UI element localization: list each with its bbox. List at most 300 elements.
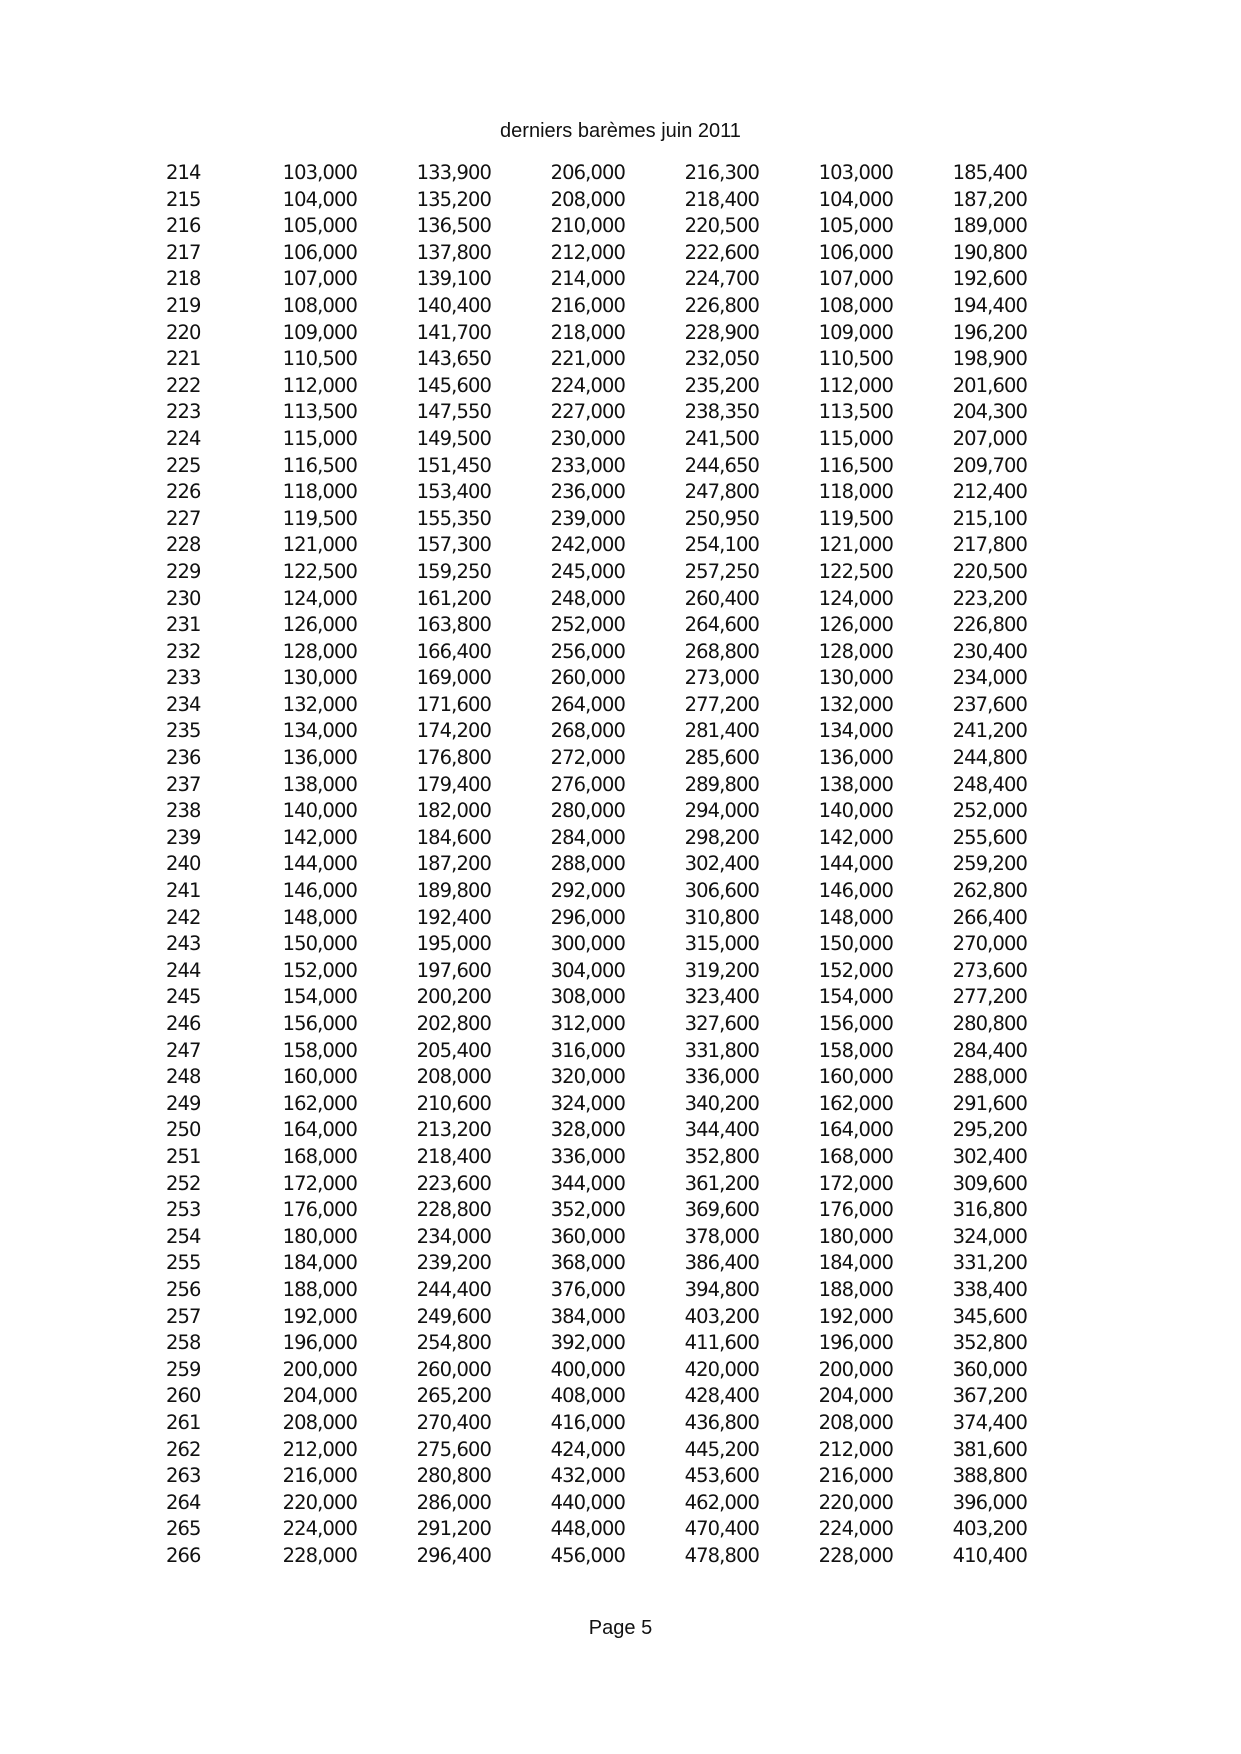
table-row (166, 346, 1027, 373)
table-row (166, 639, 1027, 666)
cell-col-5: 121,000 (818, 533, 893, 557)
table-row (166, 1250, 1027, 1277)
cell-col-5: 138,000 (818, 772, 893, 796)
cell-col-3: 400,000 (550, 1357, 625, 1381)
cell-col-2: 143,650 (416, 347, 491, 371)
cell-col-6: 255,600 (952, 825, 1027, 849)
table-row (166, 718, 1027, 745)
cell-col-6: 262,800 (952, 879, 1027, 903)
cell-col-4: 315,000 (684, 932, 759, 956)
table-row (166, 293, 1027, 320)
table-row (166, 426, 1027, 453)
cell-col-4: 277,200 (684, 692, 759, 716)
cell-col-5: 168,000 (818, 1144, 893, 1168)
cell-col-6: 215,100 (952, 506, 1027, 530)
cell-col-5: 128,000 (818, 639, 893, 663)
cell-col-2: 184,600 (416, 825, 491, 849)
cell-col-6: 234,000 (952, 666, 1027, 690)
cell-col-2: 145,600 (416, 373, 491, 397)
cell-col-1: 196,000 (282, 1331, 357, 1355)
cell-col-5: 126,000 (818, 613, 893, 637)
cell-col-1: 112,000 (282, 373, 357, 397)
table-row (166, 1038, 1027, 1065)
table-row (166, 320, 1027, 347)
cell-col-5: 116,500 (818, 453, 893, 477)
cell-col-3: 245,000 (550, 559, 625, 583)
table-row (166, 213, 1027, 240)
cell-col-2: 208,000 (416, 1065, 491, 1089)
cell-col-2: 275,600 (416, 1437, 491, 1461)
cell-col-6: 217,800 (952, 533, 1027, 557)
cell-col-2: 213,200 (416, 1118, 491, 1142)
cell-col-3: 384,000 (550, 1304, 625, 1328)
table-row (166, 1197, 1027, 1224)
cell-col-4: 361,200 (684, 1171, 759, 1195)
cell-col-5: 172,000 (818, 1171, 893, 1195)
cell-col-1: 192,000 (282, 1304, 357, 1328)
cell-col-2: 249,600 (416, 1304, 491, 1328)
cell-col-6: 259,200 (952, 852, 1027, 876)
cell-col-4: 241,500 (684, 426, 759, 450)
cell-col-3: 352,000 (550, 1198, 625, 1222)
cell-col-3: 248,000 (550, 586, 625, 610)
cell-col-2: 136,500 (416, 214, 491, 238)
cell-col-1: 168,000 (282, 1144, 357, 1168)
cell-col-3: 316,000 (550, 1038, 625, 1062)
cell-col-2: 197,600 (416, 958, 491, 982)
cell-col-2: 239,200 (416, 1251, 491, 1275)
cell-col-1: 109,000 (282, 320, 357, 344)
table-row (166, 160, 1027, 187)
cell-col-1: 140,000 (282, 799, 357, 823)
cell-code: 254 (166, 1224, 201, 1248)
cell-code: 215 (166, 187, 201, 211)
cell-col-5: 106,000 (818, 240, 893, 264)
cell-col-4: 323,400 (684, 985, 759, 1009)
cell-col-3: 221,000 (550, 347, 625, 371)
cell-col-6: 309,600 (952, 1171, 1027, 1195)
cell-col-6: 252,000 (952, 799, 1027, 823)
cell-col-3: 218,000 (550, 320, 625, 344)
cell-col-1: 136,000 (282, 746, 357, 770)
table-row (166, 1437, 1027, 1464)
table-row (166, 187, 1027, 214)
cell-col-6: 185,400 (952, 161, 1027, 184)
cell-col-4: 273,000 (684, 666, 759, 690)
cell-col-3: 320,000 (550, 1065, 625, 1089)
cell-col-1: 208,000 (282, 1410, 357, 1434)
cell-code: 244 (166, 958, 201, 982)
cell-col-6: 241,200 (952, 719, 1027, 743)
cell-col-4: 436,800 (684, 1410, 759, 1434)
table-row (166, 905, 1027, 932)
cell-col-4: 310,800 (684, 905, 759, 929)
cell-col-4: 289,800 (684, 772, 759, 796)
cell-col-5: 188,000 (818, 1277, 893, 1301)
cell-col-1: 119,500 (282, 506, 357, 530)
cell-col-4: 228,900 (684, 320, 759, 344)
cell-col-3: 292,000 (550, 879, 625, 903)
cell-col-5: 109,000 (818, 320, 893, 344)
cell-col-3: 260,000 (550, 666, 625, 690)
table-row (166, 851, 1027, 878)
cell-col-1: 228,000 (282, 1543, 357, 1567)
cell-col-5: 192,000 (818, 1304, 893, 1328)
cell-col-2: 155,350 (416, 506, 491, 530)
table-row (166, 453, 1027, 480)
cell-col-1: 103,000 (282, 161, 357, 184)
cell-code: 250 (166, 1118, 201, 1142)
cell-col-3: 440,000 (550, 1490, 625, 1514)
cell-col-1: 216,000 (282, 1464, 357, 1488)
cell-col-3: 210,000 (550, 214, 625, 238)
cell-col-1: 138,000 (282, 772, 357, 796)
cell-col-2: 174,200 (416, 719, 491, 743)
table-row (166, 1224, 1027, 1251)
cell-col-6: 187,200 (952, 187, 1027, 211)
cell-col-4: 331,800 (684, 1038, 759, 1062)
cell-col-2: 171,600 (416, 692, 491, 716)
cell-col-5: 103,000 (818, 161, 893, 184)
page-number: Page 5 (588, 1617, 653, 1639)
cell-col-6: 204,300 (952, 400, 1027, 424)
cell-col-2: 159,250 (416, 559, 491, 583)
cell-col-4: 226,800 (684, 293, 759, 317)
cell-col-5: 112,000 (818, 373, 893, 397)
cell-col-5: 162,000 (818, 1091, 893, 1115)
cell-col-4: 244,650 (684, 453, 759, 477)
cell-col-2: 163,800 (416, 613, 491, 637)
cell-col-1: 142,000 (282, 825, 357, 849)
cell-col-3: 284,000 (550, 825, 625, 849)
cell-col-5: 146,000 (818, 879, 893, 903)
cell-code: 236 (166, 746, 201, 770)
cell-col-3: 344,000 (550, 1171, 625, 1195)
cell-col-5: 160,000 (818, 1065, 893, 1089)
cell-code: 224 (166, 426, 201, 450)
cell-col-2: 139,100 (416, 267, 491, 291)
cell-col-6: 345,600 (952, 1304, 1027, 1328)
table-row (166, 931, 1027, 958)
table-row (166, 1171, 1027, 1198)
table-row (166, 373, 1027, 400)
cell-col-4: 369,600 (684, 1198, 759, 1222)
cell-col-2: 202,800 (416, 1012, 491, 1035)
cell-col-3: 276,000 (550, 772, 625, 796)
table-row (166, 1543, 1027, 1570)
cell-col-2: 157,300 (416, 533, 491, 557)
cell-col-4: 445,200 (684, 1437, 759, 1461)
cell-col-6: 367,200 (952, 1384, 1027, 1408)
cell-col-5: 140,000 (818, 799, 893, 823)
cell-code: 217 (166, 240, 201, 264)
cell-col-4: 403,200 (684, 1304, 759, 1328)
cell-code: 214 (166, 161, 201, 184)
cell-col-4: 285,600 (684, 746, 759, 770)
cell-col-3: 432,000 (550, 1464, 625, 1488)
cell-col-2: 296,400 (416, 1543, 491, 1567)
cell-col-4: 470,400 (684, 1517, 759, 1541)
cell-col-2: 200,200 (416, 985, 491, 1009)
cell-col-2: 265,200 (416, 1384, 491, 1408)
cell-col-1: 154,000 (282, 985, 357, 1009)
cell-col-6: 374,400 (952, 1410, 1027, 1434)
cell-col-4: 336,000 (684, 1065, 759, 1089)
cell-col-3: 268,000 (550, 719, 625, 743)
cell-col-6: 190,800 (952, 240, 1027, 264)
cell-col-1: 144,000 (282, 852, 357, 876)
cell-col-3: 304,000 (550, 958, 625, 982)
cell-col-3: 456,000 (550, 1543, 625, 1567)
cell-code: 233 (166, 666, 201, 690)
cell-col-4: 478,800 (684, 1543, 759, 1567)
cell-col-5: 152,000 (818, 958, 893, 982)
cell-col-3: 280,000 (550, 799, 625, 823)
cell-col-2: 141,700 (416, 320, 491, 344)
cell-col-5: 122,500 (818, 559, 893, 583)
table-row (166, 1357, 1027, 1384)
cell-col-5: 142,000 (818, 825, 893, 849)
cell-col-3: 312,000 (550, 1012, 625, 1035)
cell-code: 240 (166, 852, 201, 876)
cell-col-3: 300,000 (550, 932, 625, 956)
table-row (166, 984, 1027, 1011)
cell-col-2: 286,000 (416, 1490, 491, 1514)
cell-col-2: 234,000 (416, 1224, 491, 1248)
cell-col-6: 381,600 (952, 1437, 1027, 1461)
cell-col-4: 224,700 (684, 267, 759, 291)
cell-col-5: 180,000 (818, 1224, 893, 1248)
cell-col-5: 196,000 (818, 1331, 893, 1355)
cell-code: 242 (166, 905, 201, 929)
table-row (166, 1277, 1027, 1304)
cell-col-5: 110,500 (818, 347, 893, 371)
cell-col-5: 150,000 (818, 932, 893, 956)
cell-code: 241 (166, 879, 201, 903)
cell-col-1: 105,000 (282, 214, 357, 238)
cell-col-3: 392,000 (550, 1331, 625, 1355)
cell-code: 246 (166, 1012, 201, 1035)
cell-col-3: 324,000 (550, 1091, 625, 1115)
cell-code: 225 (166, 453, 201, 477)
cell-col-6: 270,000 (952, 932, 1027, 956)
cell-col-5: 148,000 (818, 905, 893, 929)
cell-col-6: 207,000 (952, 426, 1027, 450)
cell-col-3: 214,000 (550, 267, 625, 291)
cell-code: 219 (166, 293, 201, 317)
cell-col-1: 108,000 (282, 293, 357, 317)
cell-col-3: 448,000 (550, 1517, 625, 1541)
cell-col-1: 146,000 (282, 879, 357, 903)
cell-code: 249 (166, 1091, 201, 1115)
cell-code: 258 (166, 1331, 201, 1355)
cell-code: 252 (166, 1171, 201, 1195)
table-row (166, 1490, 1027, 1517)
cell-col-2: 149,500 (416, 426, 491, 450)
cell-col-1: 188,000 (282, 1277, 357, 1301)
table-row (166, 665, 1027, 692)
table-row (166, 825, 1027, 852)
cell-col-6: 331,200 (952, 1251, 1027, 1275)
cell-col-1: 172,000 (282, 1171, 357, 1195)
cell-col-6: 226,800 (952, 613, 1027, 637)
cell-col-5: 130,000 (818, 666, 893, 690)
cell-col-4: 344,400 (684, 1118, 759, 1142)
cell-col-4: 340,200 (684, 1091, 759, 1115)
table-row (166, 1064, 1027, 1091)
cell-col-2: 195,000 (416, 932, 491, 956)
cell-col-4: 232,050 (684, 347, 759, 371)
cell-col-6: 277,200 (952, 985, 1027, 1009)
cell-col-6: 220,500 (952, 559, 1027, 583)
cell-col-1: 124,000 (282, 586, 357, 610)
cell-col-5: 212,000 (818, 1437, 893, 1461)
table-row (166, 612, 1027, 639)
cell-col-1: 116,500 (282, 453, 357, 477)
cell-col-2: 166,400 (416, 639, 491, 663)
cell-code: 243 (166, 932, 201, 956)
cell-col-3: 227,000 (550, 400, 625, 424)
cell-col-4: 268,800 (684, 639, 759, 663)
cell-col-6: 403,200 (952, 1517, 1027, 1541)
cell-col-1: 106,000 (282, 240, 357, 264)
cell-code: 220 (166, 320, 201, 344)
cell-col-6: 316,800 (952, 1198, 1027, 1222)
cell-col-1: 220,000 (282, 1490, 357, 1514)
cell-col-2: 228,800 (416, 1198, 491, 1222)
cell-code: 226 (166, 480, 201, 504)
cell-code: 255 (166, 1251, 201, 1275)
cell-col-3: 233,000 (550, 453, 625, 477)
cell-col-2: 161,200 (416, 586, 491, 610)
cell-col-4: 453,600 (684, 1464, 759, 1488)
cell-col-5: 200,000 (818, 1357, 893, 1381)
cell-col-5: 134,000 (818, 719, 893, 743)
cell-col-5: 156,000 (818, 1012, 893, 1035)
cell-col-3: 212,000 (550, 240, 625, 264)
cell-code: 222 (166, 373, 201, 397)
cell-col-1: 200,000 (282, 1357, 357, 1381)
cell-col-2: 140,400 (416, 293, 491, 317)
cell-col-2: 151,450 (416, 453, 491, 477)
cell-col-1: 160,000 (282, 1065, 357, 1089)
cell-col-1: 162,000 (282, 1091, 357, 1115)
cell-col-1: 148,000 (282, 905, 357, 929)
cell-col-5: 115,000 (818, 426, 893, 450)
cell-code: 257 (166, 1304, 201, 1328)
cell-col-5: 124,000 (818, 586, 893, 610)
cell-code: 253 (166, 1198, 201, 1222)
cell-col-3: 376,000 (550, 1277, 625, 1301)
cell-col-4: 302,400 (684, 852, 759, 876)
cell-col-3: 252,000 (550, 613, 625, 637)
cell-col-3: 328,000 (550, 1118, 625, 1142)
table-row (166, 266, 1027, 293)
cell-col-2: 223,600 (416, 1171, 491, 1195)
cell-col-3: 424,000 (550, 1437, 625, 1461)
cell-col-5: 107,000 (818, 267, 893, 291)
cell-col-5: 144,000 (818, 852, 893, 876)
table-row (166, 1117, 1027, 1144)
cell-col-4: 250,950 (684, 506, 759, 530)
cell-code: 259 (166, 1357, 201, 1381)
cell-col-1: 107,000 (282, 267, 357, 291)
cell-col-6: 194,400 (952, 293, 1027, 317)
cell-col-1: 224,000 (282, 1517, 357, 1541)
cell-col-2: 135,200 (416, 187, 491, 211)
cell-col-3: 206,000 (550, 161, 625, 184)
cell-col-6: 244,800 (952, 746, 1027, 770)
table-row (166, 1330, 1027, 1357)
cell-code: 237 (166, 772, 201, 796)
cell-col-3: 308,000 (550, 985, 625, 1009)
cell-col-2: 291,200 (416, 1517, 491, 1541)
cell-col-5: 105,000 (818, 214, 893, 238)
cell-col-6: 189,000 (952, 214, 1027, 238)
table-row (166, 1463, 1027, 1490)
cell-col-6: 223,200 (952, 586, 1027, 610)
cell-col-3: 288,000 (550, 852, 625, 876)
cell-code: 216 (166, 214, 201, 238)
cell-col-2: 169,000 (416, 666, 491, 690)
scale-table (166, 160, 1027, 1569)
cell-code: 265 (166, 1517, 201, 1541)
cell-col-4: 420,000 (684, 1357, 759, 1381)
cell-col-1: 128,000 (282, 639, 357, 663)
cell-col-3: 416,000 (550, 1410, 625, 1434)
table-row (166, 479, 1027, 506)
cell-col-1: 184,000 (282, 1251, 357, 1275)
table-row (166, 1383, 1027, 1410)
table-row (166, 878, 1027, 905)
table-row (166, 559, 1027, 586)
cell-col-4: 428,400 (684, 1384, 759, 1408)
cell-code: 251 (166, 1144, 201, 1168)
cell-col-4: 281,400 (684, 719, 759, 743)
cell-col-4: 254,100 (684, 533, 759, 557)
cell-col-6: 273,600 (952, 958, 1027, 982)
cell-col-6: 360,000 (952, 1357, 1027, 1381)
cell-code: 232 (166, 639, 201, 663)
cell-code: 230 (166, 586, 201, 610)
cell-col-6: 280,800 (952, 1012, 1027, 1035)
cell-col-6: 291,600 (952, 1091, 1027, 1115)
cell-col-4: 264,600 (684, 613, 759, 637)
cell-col-5: 104,000 (818, 187, 893, 211)
cell-code: 245 (166, 985, 201, 1009)
cell-col-5: 113,500 (818, 400, 893, 424)
cell-col-4: 218,400 (684, 187, 759, 211)
cell-col-5: 220,000 (818, 1490, 893, 1514)
cell-code: 261 (166, 1410, 201, 1434)
table-row (166, 532, 1027, 559)
cell-col-1: 130,000 (282, 666, 357, 690)
table-row (166, 1516, 1027, 1543)
cell-col-6: 338,400 (952, 1277, 1027, 1301)
cell-col-5: 132,000 (818, 692, 893, 716)
cell-col-4: 220,500 (684, 214, 759, 238)
cell-code: 227 (166, 506, 201, 530)
cell-col-4: 319,200 (684, 958, 759, 982)
cell-col-6: 192,600 (952, 267, 1027, 291)
table-row (166, 745, 1027, 772)
table-row (166, 1091, 1027, 1118)
table-row (166, 958, 1027, 985)
cell-col-4: 260,400 (684, 586, 759, 610)
cell-col-4: 394,800 (684, 1277, 759, 1301)
cell-col-1: 113,500 (282, 400, 357, 424)
cell-col-6: 212,400 (952, 480, 1027, 504)
